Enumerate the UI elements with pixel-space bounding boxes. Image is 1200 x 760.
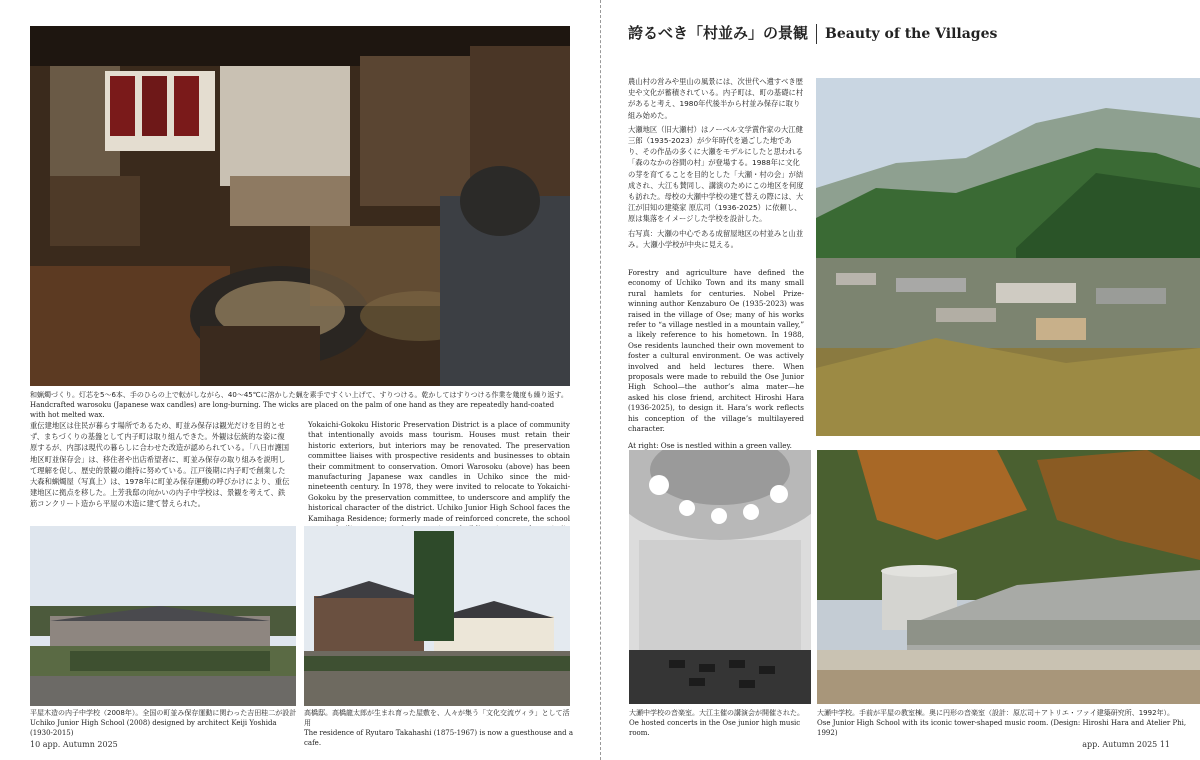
music-room-caption (629, 708, 813, 738)
takahashi-residence-photo (304, 526, 570, 706)
caption-en: Oe hosted concerts in the Ose junior high music room. (629, 719, 801, 737)
paragraph: 大瀬地区（旧大瀬村）はノーベル文学賞作家の大江健三郎（1935-2023）が少年時代を過ごした地であり、その作品の多くに大瀬をモデルにしたと思われる「森のなかの谷間の村」が登場する。1988年に文化の芽を育てることを目的とした「大瀬・村の会」が結成され、大江も賛同し、講演のためにこの地区を何度も訪れた。母校の大瀬中学校の建て替えの際には、大江が旧知の建築家 原広司（1936-2025）に依頼し、原は集落をイメージした学校を設計した。 (628, 124, 804, 224)
paragraph: At right: Ose is nestled within a green valley. (628, 440, 792, 450)
caption-ja: 大瀬中学校の音楽室。大江主催の講演会が開催された。 (629, 709, 804, 717)
paragraph: 農山村の営みや里山の風景には、次世代へ遺すべき歴史や文化が蓄積されている。内子町は、町の基礎に村があると考え、1980年代後半から村並み保存に取り組み始めた。 (628, 77, 804, 120)
ose-valley-photo (816, 78, 1200, 436)
title-english: Beauty of the Villages (825, 26, 998, 42)
right-body-english (628, 268, 804, 454)
caption-en: The residence of Ryutaro Takahashi (1875-1967) is now a guesthouse and a cafe. (304, 729, 574, 747)
caption-en: Handcrafted warosoku (Japanese wax candles) are long-burning. The wicks are placed on the palm of one hand as they are repeatedly hand-coated with hot melted wax. (30, 401, 555, 419)
title-divider (816, 24, 817, 44)
right-body-japanese (628, 76, 804, 253)
candle-making-caption (30, 390, 570, 420)
caption-ja: 平屋木造の内子中学校（2008年）。全国の町並み保存運動に関わった吉田桂二が設計 (30, 709, 297, 717)
right-folio: app. Autumn 2025 11 (1082, 740, 1170, 749)
title-japanese: 誇るべき「村並み」の景観 (628, 24, 809, 42)
section-title (628, 22, 997, 44)
paragraph: 右写真：大瀬の中心である成留屋地区の村並みと山並み。大瀬小学校が中央に見える。 (628, 228, 804, 249)
left-body-english: Yokaichi-Gokoku Historic Preservation District is a place of community that intentionally avoids mass tourism. Houses must retain their historic exteriors, but interiors may be renovated. The preservation committee liaises with prospective residents and businesses to obtain their commitment to conservation. Omori Warosoku (above) has been manufacturing Japanese wax candles in Uchiko since the mid-nineteenth century. In 1978, they were invited to relocate to Yokaichi-Gokoku by the preservation committee, to underscore and amplify the historical character of the district. Uchiko Junior High School faces the Kamihaga Residence; formerly made of reinforced concrete, the school (308, 420, 570, 523)
caption-en: Ose Junior High School with its iconic tower-shaped music room. (Design: Hiroshi Hara and Atelier Phi, 1992) (817, 719, 1187, 737)
takahashi-caption (304, 708, 574, 748)
page-fold (600, 0, 601, 760)
caption-ja: 大瀬中学校。手前が平屋の教室棟。奥に円形の音楽室（設計：原広司＋アトリエ・ファイ建築研究所、1992年）。 (817, 709, 1175, 717)
candle-making-photo (30, 26, 570, 386)
uchiko-jhs-caption (30, 708, 300, 738)
caption-ja: 和蝋燭づくり。灯芯を5〜6本、手のひらの上で転がしながら、40〜45℃に溶かした蝋を素手ですくい上げて、すりつける。乾かしてはすりつける作業を幾度も繰り返す。 (30, 391, 568, 399)
ose-jhs-caption (817, 708, 1200, 738)
caption-ja: 高橋邸。高橋龍太郎が生まれ育った屋敷を、人々が集う「文化交流ヴィラ」として活用 (304, 709, 570, 727)
uchiko-jhs-photo (30, 526, 296, 706)
caption-en: Uchiko Junior High School (2008) designed by architect Keiji Yoshida (1930-2015) (30, 719, 277, 737)
music-room-photo (629, 450, 811, 704)
left-folio: 10 app. Autumn 2025 (30, 740, 118, 749)
left-body-japanese: 重伝建地区は住民が暮らす場所であるため、町並み保存は観光だけを目的とせず、まちづくりの基盤として内子町は取り組んできた。外観は伝統的な姿に復原するが、内部は現代の暮らしに合わせた改造が認められている。「八日市護国地区町並保存会」は、移住者や出店希望者に、町並み保存の取り組みを説明して理解を促し、歴史的景観の維持に努めている。江戸後期に内子町で創業した大森和蝋燭屋（写真上）は、1978年に町並み保存運動の呼びかけにより、重伝建地区に拠点を移した。上芳我邸の向かいの内子中学校は、景観を考えて、鉄筋コンクリート造から平屋の木造に建て替えられた。 (30, 421, 290, 509)
ose-jhs-photo (817, 450, 1200, 704)
paragraph: Forestry and agriculture have defined the economy of Uchiko Town and its many small rural hamlets for centuries. Nobel Prize-winning author Kenzaburo Oe (1935-2023) was raised in the village of Ose; many of his works refer to “a village nestled in a mountain valley,” a likely reference to his hometown. In 1988, Ose residents launched their own movement to foster a cultural environment. Oe was actively involved and held lectures there. When proposals were made to rebuild the Ose Junior High School—the author’s alma mater—he asked his close friend, architect Hiroshi Hara (1936-2025), to design it. Hara’s work reflects his conception of the village’s multilayered character. (628, 268, 804, 434)
